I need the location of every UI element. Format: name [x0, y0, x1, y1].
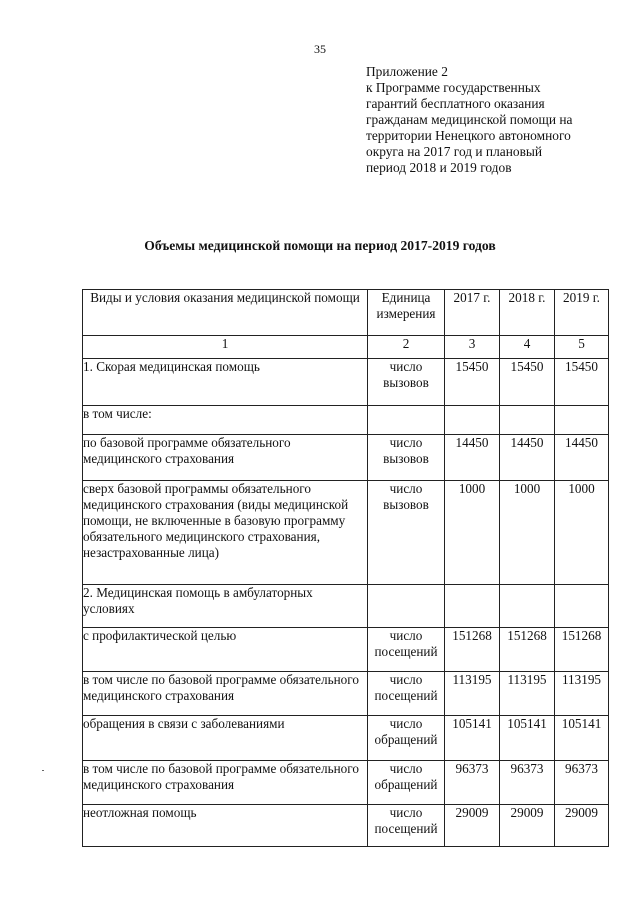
appendix-line: территории Ненецкого автономного	[366, 128, 571, 143]
value-2019-cell: 1000	[555, 481, 609, 585]
value-2019-cell: 96373	[555, 761, 609, 805]
value-2017-cell: 113195	[445, 672, 500, 716]
header-year-2017: 2017 г.	[445, 290, 500, 336]
value-2018-cell	[500, 585, 555, 628]
unit-cell	[368, 585, 445, 628]
unit-cell: число вызовов	[368, 435, 445, 481]
appendix-line: округа на 2017 год и плановый	[366, 144, 543, 159]
unit-cell: число вызовов	[368, 359, 445, 406]
value-2017-cell: 151268	[445, 628, 500, 672]
column-number: 3	[445, 336, 500, 359]
care-type-cell: в том числе:	[83, 406, 368, 435]
care-type-cell: в том числе по базовой программе обязательного медицинского страхования	[83, 761, 368, 805]
care-type-cell: 1. Скорая медицинская помощь	[83, 359, 368, 406]
value-2018-cell: 151268	[500, 628, 555, 672]
page-number: 35	[314, 42, 326, 56]
value-2017-cell: 14450	[445, 435, 500, 481]
care-type-cell: сверх базовой программы обязательного медицинского страхования (виды медицинской помощи, не включенные в базовую программу обязательного медицинского страхования, незастрахованные лица)	[83, 481, 368, 585]
appendix-line: период 2018 и 2019 годов	[366, 160, 512, 175]
appendix-line: к Программе государственных	[366, 80, 541, 95]
table-row	[83, 359, 609, 406]
value-2019-cell: 105141	[555, 716, 609, 761]
value-2019-cell	[555, 585, 609, 628]
scan-speck	[42, 770, 44, 771]
unit-cell: число вызовов	[368, 481, 445, 585]
value-2017-cell: 15450	[445, 359, 500, 406]
document-title: Объемы медицинской помощи на период 2017-2019 годов	[144, 238, 496, 253]
header-year-2018: 2018 г.	[500, 290, 555, 336]
value-2018-cell	[500, 406, 555, 435]
unit-cell	[368, 406, 445, 435]
care-type-cell: неотложная помощь	[83, 805, 368, 847]
column-number-row	[83, 336, 609, 359]
care-type-cell: в том числе по базовой программе обязательного медицинского страхования	[83, 672, 368, 716]
care-type-cell: обращения в связи с заболеваниями	[83, 716, 368, 761]
unit-cell: число посещений	[368, 672, 445, 716]
value-2017-cell	[445, 406, 500, 435]
table-row	[83, 628, 609, 672]
value-2018-cell: 96373	[500, 761, 555, 805]
medical-care-volumes-table	[82, 289, 609, 847]
unit-cell: число обращений	[368, 761, 445, 805]
value-2017-cell	[445, 585, 500, 628]
value-2019-cell: 15450	[555, 359, 609, 406]
value-2018-cell: 29009	[500, 805, 555, 847]
appendix-note	[366, 64, 628, 176]
care-type-cell: 2. Медицинская помощь в амбулаторных условиях	[83, 585, 368, 628]
appendix-line: гражданам медицинской помощи на	[366, 112, 573, 127]
unit-cell: число посещений	[368, 805, 445, 847]
value-2019-cell: 29009	[555, 805, 609, 847]
unit-cell: число обращений	[368, 716, 445, 761]
value-2017-cell: 96373	[445, 761, 500, 805]
table-row	[83, 716, 609, 761]
care-type-cell: по базовой программе обязательного медицинского страхования	[83, 435, 368, 481]
value-2019-cell: 14450	[555, 435, 609, 481]
column-number: 1	[83, 336, 368, 359]
table-row	[83, 481, 609, 585]
value-2019-cell: 151268	[555, 628, 609, 672]
header-unit: Единица измерения	[368, 290, 445, 336]
table-header-row	[83, 290, 609, 336]
value-2018-cell: 105141	[500, 716, 555, 761]
table-row	[83, 761, 609, 805]
care-type-cell: с профилактической целью	[83, 628, 368, 672]
value-2017-cell: 1000	[445, 481, 500, 585]
table-row	[83, 406, 609, 435]
unit-cell: число посещений	[368, 628, 445, 672]
table-row	[83, 805, 609, 847]
header-care-type: Виды и условия оказания медицинской помощи	[83, 290, 368, 336]
column-number: 4	[500, 336, 555, 359]
table-row	[83, 435, 609, 481]
column-number: 2	[368, 336, 445, 359]
header-year-2019: 2019 г.	[555, 290, 609, 336]
value-2017-cell: 29009	[445, 805, 500, 847]
value-2017-cell: 105141	[445, 716, 500, 761]
table-row	[83, 585, 609, 628]
value-2019-cell	[555, 406, 609, 435]
column-number: 5	[555, 336, 609, 359]
value-2018-cell: 15450	[500, 359, 555, 406]
appendix-line: Приложение 2	[366, 64, 448, 79]
table-row	[83, 672, 609, 716]
value-2018-cell: 14450	[500, 435, 555, 481]
value-2018-cell: 1000	[500, 481, 555, 585]
appendix-line: гарантий бесплатного оказания	[366, 96, 545, 111]
value-2019-cell: 113195	[555, 672, 609, 716]
value-2018-cell: 113195	[500, 672, 555, 716]
